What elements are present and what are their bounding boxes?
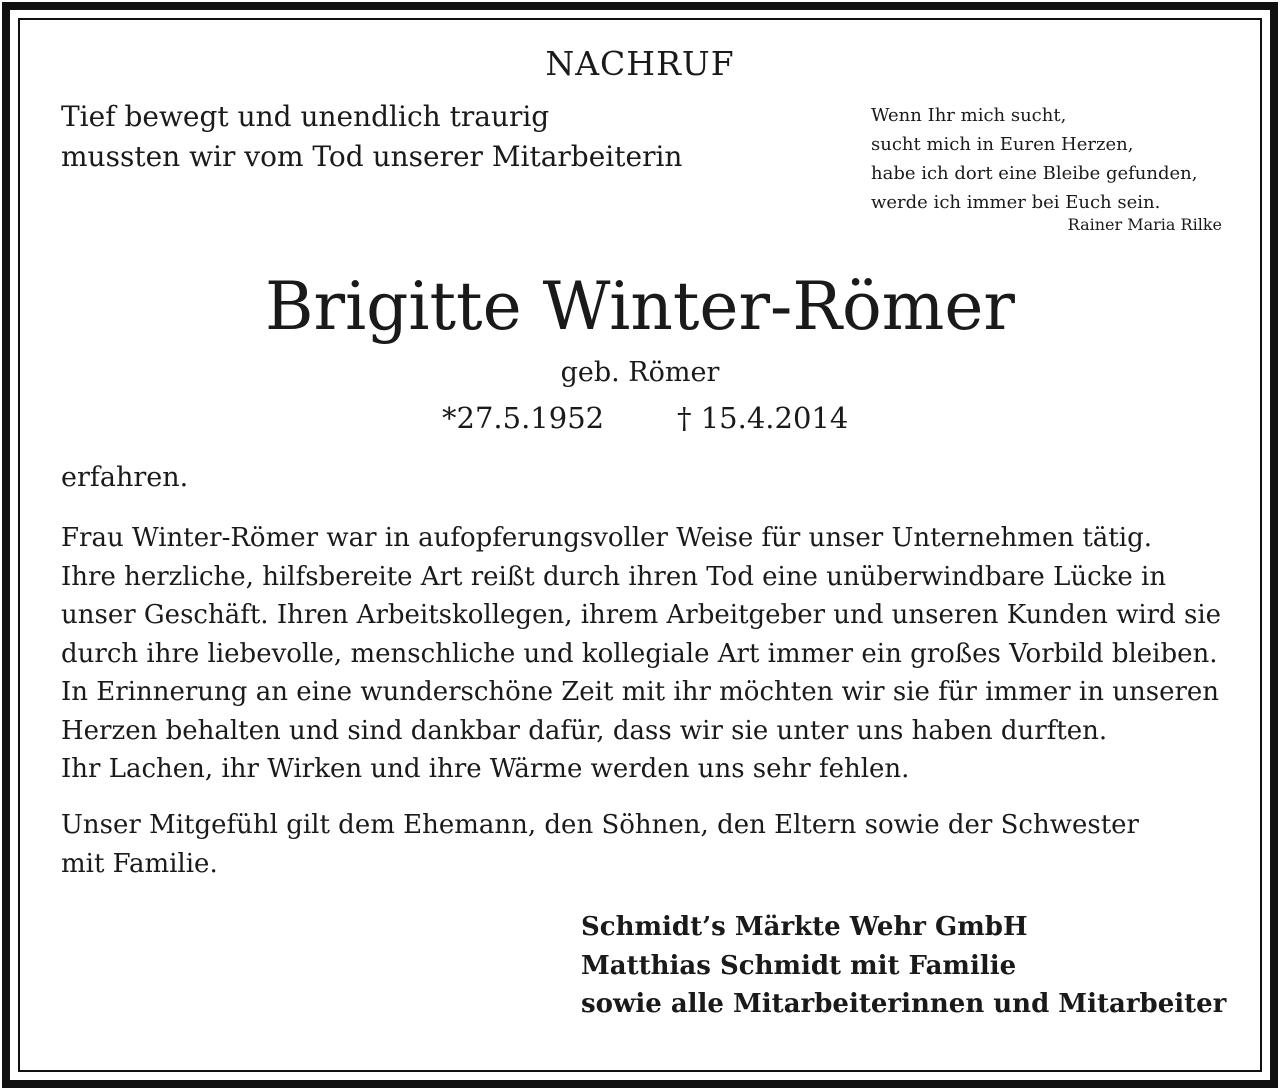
birth-name: geb. Römer xyxy=(560,357,720,388)
sympathy-line: Unser Mitgefühl gilt dem Ehemann, den Söhnen, den Eltern sowie der Schwester xyxy=(61,810,1139,840)
signer-line: Schmidt’s Märkte Wehr GmbH xyxy=(581,912,1028,942)
signer-line: sowie alle Mitarbeiterinnen und Mitarbeiter xyxy=(581,989,1227,1019)
tribute-line: Frau Winter-Römer war in aufopferungsvoller Weise für unser Unternehmen tätig. xyxy=(61,523,1152,553)
sympathy-paragraph xyxy=(61,806,1139,883)
tribute-paragraph xyxy=(61,519,1221,789)
intro-text xyxy=(61,97,682,177)
quote-author: Rainer Maria Rilke xyxy=(1067,215,1222,234)
intro-line: Tief bewegt und unendlich traurig xyxy=(61,100,550,133)
tribute-line: Ihre herzliche, hilfsbereite Art reißt durch ihren Tod eine unüberwindbare Lücke in xyxy=(61,561,1167,592)
signer-line: Matthias Schmidt mit Familie xyxy=(581,950,1017,981)
tribute-line: In Erinnerung an eine wunderschöne Zeit mit ihr möchten wir sie für immer in unseren xyxy=(61,677,1220,707)
tribute-line: durch ihre liebevolle, menschliche und kollegiale Art immer ein großes Vorbild bleiben. xyxy=(61,638,1218,669)
notice-title: NACHRUF xyxy=(545,44,735,83)
deceased-name: Brigitte Winter-Römer xyxy=(265,268,1015,345)
learned-text: erfahren. xyxy=(61,462,189,493)
death-date: † 15.4.2014 xyxy=(677,401,849,435)
tribute-line: Ihr Lachen, ihr Wirken und ihre Wärme werden uns sehr fehlen. xyxy=(61,754,910,784)
poem-quote xyxy=(871,101,1197,217)
quote-line: sucht mich in Euren Herzen, xyxy=(871,134,1134,155)
birth-date: *27.5.1952 xyxy=(442,401,605,435)
quote-line: habe ich dort eine Bleibe gefunden, xyxy=(871,163,1198,184)
tribute-line: unser Geschäft. Ihren Arbeitskollegen, ihrem Arbeitgeber und unseren Kunden wird sie xyxy=(61,600,1222,630)
quote-line: werde ich immer bei Euch sein. xyxy=(871,192,1161,213)
sympathy-line: mit Familie. xyxy=(61,848,218,879)
tribute-line: Herzen behalten und sind dankbar dafür, dass wir sie unter uns haben durften. xyxy=(61,715,1108,746)
quote-line: Wenn Ihr mich sucht, xyxy=(871,105,1067,126)
intro-line: mussten wir vom Tod unserer Mitarbeiterin xyxy=(61,140,683,173)
signature-block xyxy=(581,908,1226,1024)
